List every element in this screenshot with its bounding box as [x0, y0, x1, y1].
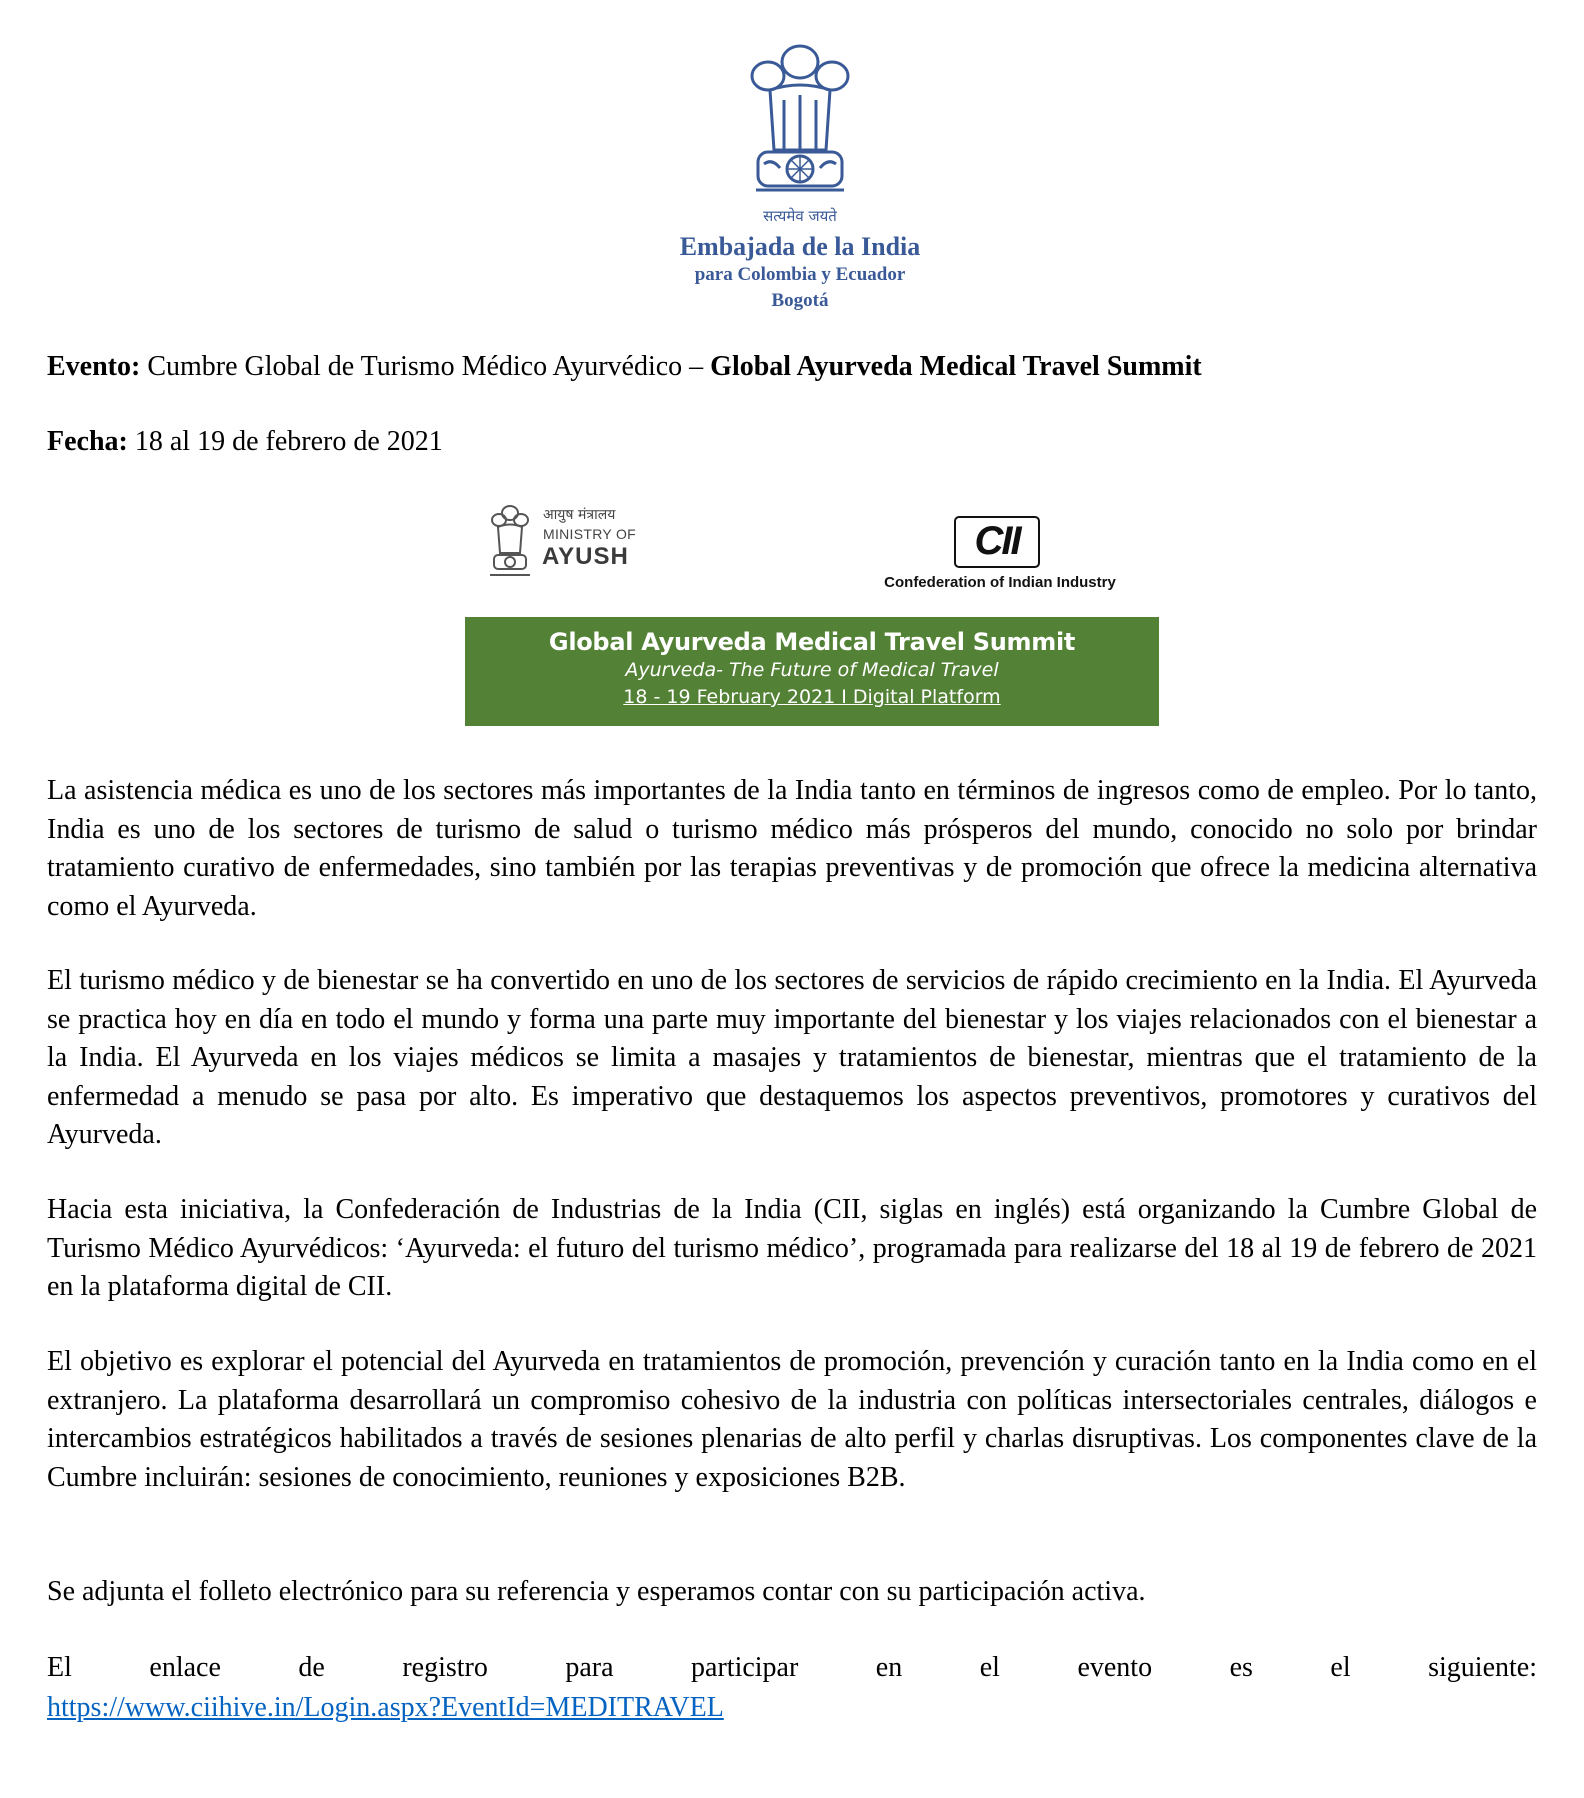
event-line — [47, 350, 1202, 384]
event-name-en: Global Ayurveda Medical Travel Summit — [710, 351, 1202, 382]
cii-logo — [860, 514, 1140, 594]
ayush-emblem-icon — [488, 503, 532, 581]
embassy-jurisdiction: para Colombia y Ecuador — [694, 264, 906, 285]
embassy-name: Embajada de la India — [679, 232, 921, 261]
cii-mark: CII — [954, 516, 1040, 568]
embassy-letterhead — [600, 40, 1000, 314]
body-paragraph: La asistencia médica es uno de los sectores más importantes de la India tanto en términos de ingresos como de empleo. Por lo tanto, India es uno de los sectores de turismo de salud o turismo médico más prósperos del mundo, conocido no solo por brindar tratamiento curativo de enfermedades, sino también por las terapias preventivas y de promoción que ofrece la medicina alternativa como el Ayurveda. — [47, 775, 1537, 922]
national-emblem-icon — [740, 40, 860, 200]
date-value: 18 al 19 de febrero de 2021 — [134, 426, 443, 457]
ayush-logo — [488, 503, 658, 583]
event-label: Evento: — [47, 351, 141, 382]
ayush-hindi-name: आयुष मंत्रालय — [543, 507, 616, 523]
event-name-es: Cumbre Global de Turismo Médico Ayurvédico – — [147, 351, 704, 382]
ayush-name: AYUSH — [542, 543, 629, 570]
body-paragraph: El objetivo es explorar el potencial del Ayurveda en tratamientos de promoción, prevención y curación tanto en la India como en el extranjero. La plataforma desarrollará un compromiso cohesivo de la industria con políticas intersectoriales centrales, diálogos e intercambios estratégicos habilitados a través de sesiones plenarias de alto perfil y charlas disruptivas. Los componentes clave de la Cumbre incluirán: sesiones de conocimiento, reuniones y exposiciones B2B. — [47, 1346, 1537, 1493]
body-paragraph: Hacia esta iniciativa, la Confederación de Industrias de la India (CII, siglas en inglés) está organizando la Cumbre Global de Turismo Médico Ayurvédicos: ‘Ayurveda: el futuro del turismo médico’, programada para realizarse del 18 al 19 de febrero de 2021 en la plataforma digital de CII. — [47, 1194, 1537, 1302]
summit-banner — [465, 617, 1159, 726]
registration-intro: El enlace de registro para participar en el evento es el siguiente: — [47, 1652, 1537, 1683]
emblem-motto: सत्यमेव जयते — [763, 207, 837, 225]
banner-date-line: 18 - 19 February 2021 I Digital Platform — [623, 686, 1001, 708]
attachment-note: Se adjunta el folleto electrónico para su referencia y esperamos contar con su participación activa. — [47, 1576, 1146, 1607]
banner-title: Global Ayurveda Medical Travel Summit — [548, 628, 1076, 656]
registration-link[interactable]: https://www.ciihive.in/Login.aspx?EventId=MEDITRAVEL — [47, 1692, 724, 1723]
date-label: Fecha: — [47, 426, 128, 457]
date-line — [47, 425, 443, 459]
embassy-city: Bogotá — [771, 290, 829, 311]
cii-full-name: Confederation of Indian Industry — [884, 574, 1116, 591]
ayush-ministry-of: MINISTRY OF — [543, 526, 637, 542]
body-paragraph: El turismo médico y de bienestar se ha convertido en uno de los sectores de servicios de rápido crecimiento en la India. El Ayurveda se practica hoy en día en todo el mundo y forma una parte muy importante del bienestar y los viajes relacionados con el bienestar a la India. El Ayurveda en los viajes médicos se limita a masajes y tratamientos de bienestar, mientras que el tratamiento de la enfermedad a menudo se pasa por alto. Es imperativo que destaquemos los aspectos preventivos, promotores y curativos del Ayurveda. — [47, 965, 1537, 1150]
banner-subtitle: Ayurveda- The Future of Medical Travel — [625, 659, 999, 681]
